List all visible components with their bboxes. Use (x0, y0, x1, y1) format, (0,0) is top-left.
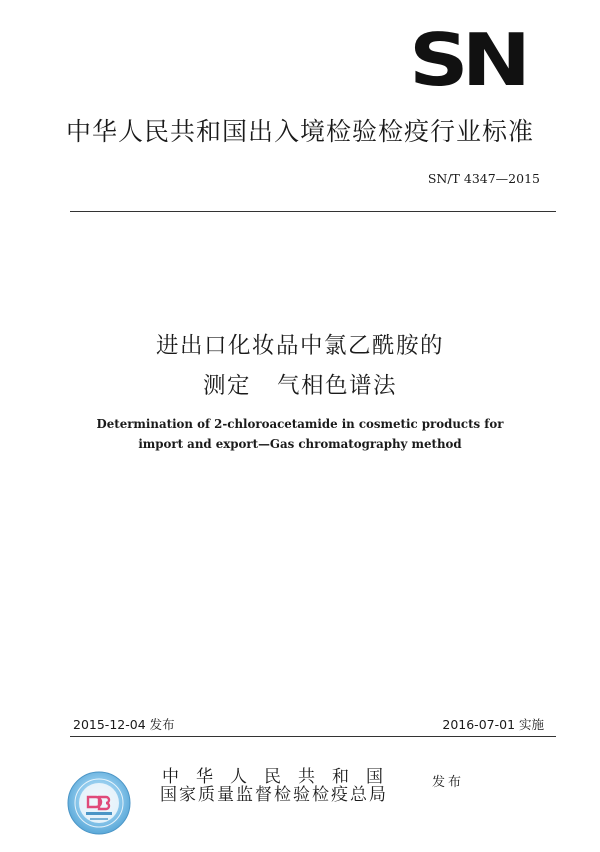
footer-divider (70, 736, 556, 737)
anti-counterfeit-seal-icon (66, 770, 132, 836)
issuing-authority-title: 中华人民共和国出入境检验检疫行业标准 (66, 117, 535, 146)
standard-number: SN/T 4347—2015 (427, 171, 540, 186)
title-chinese-line-2-part-1: 测定 (202, 373, 251, 399)
publisher-country: 中华人民共和国 (162, 767, 400, 787)
title-chinese-line-1: 进出口化妆品中氯乙酰胺的 (155, 333, 444, 359)
sn-logo: SN (409, 18, 525, 102)
title-english-line-2: import and export—Gas chromatography method (138, 437, 462, 451)
issue-date: 2015-12-04 发布 (73, 717, 175, 732)
publish-label: 发布 (432, 775, 465, 790)
title-chinese-line-2 (0, 368, 600, 400)
title-chinese-line-2-part-2: 气相色谱法 (277, 373, 398, 399)
implementation-date: 2016-07-01 实施 (442, 717, 544, 732)
header-divider (70, 211, 556, 212)
publisher-agency: 国家质量监督检验检疫总局 (160, 785, 388, 805)
title-english-line-1: Determination of 2-chloroacetamide in cosmetic products for (96, 417, 504, 431)
